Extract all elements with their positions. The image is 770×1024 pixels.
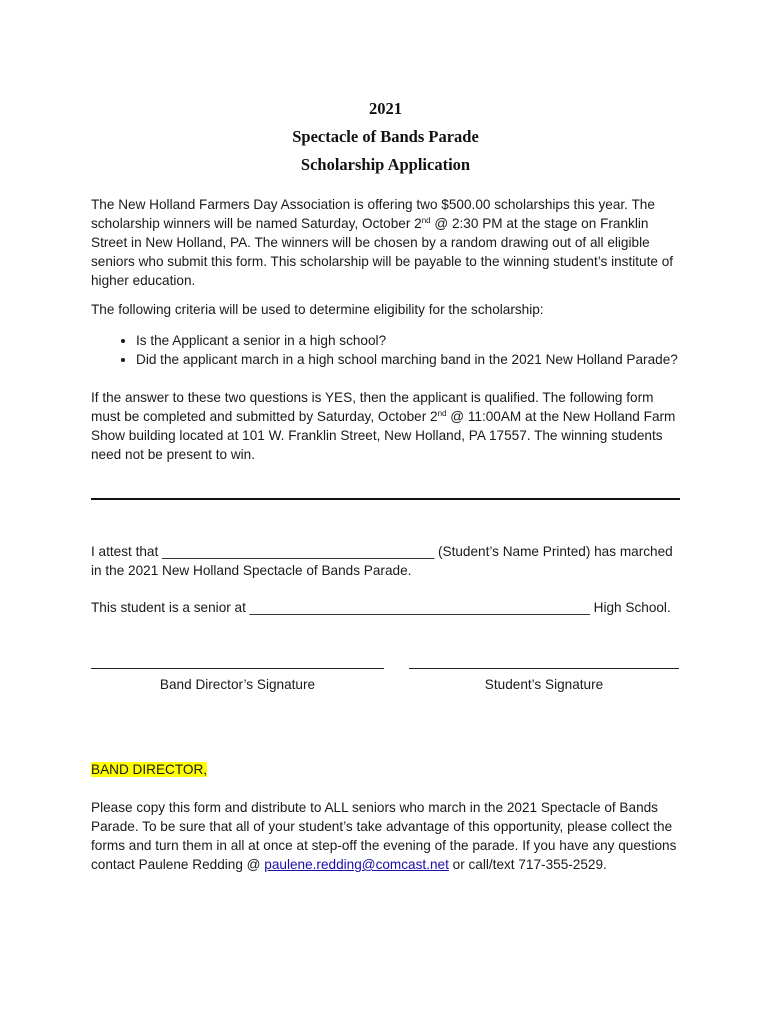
- criteria-item: • Is the Applicant a senior in a high school?: [136, 331, 680, 350]
- title-block: [91, 95, 680, 179]
- title-doc-type: Scholarship Application: [300, 155, 471, 174]
- criteria-item: • Did the applicant march in a high school marching band in the 2021 New Holland Parade?: [136, 350, 680, 369]
- senior-school-statement[interactable]: This student is a senior at _____________________________________________ High School.: [91, 600, 671, 615]
- intro-text-b: @ 2:30 PM at the stage on Franklin Street in New Holland, PA. The winners will be chosen by a random drawing out of all eligible seniors who submit this form. This scholarship will be payable to the winning student’s institute of higher education.: [91, 216, 674, 288]
- qualification-superscript: nd: [437, 409, 447, 418]
- student-signature-label: Student’s Signature: [484, 677, 604, 692]
- intro-text-a: The New Holland Farmers Day Association is offering two $500.00 scholarships this year. The scholarship winners will be named Saturday, October 2: [91, 197, 655, 231]
- contact-email-link[interactable]: paulene.redding@comcast.net: [264, 857, 449, 872]
- student-signature-field[interactable]: [409, 668, 679, 694]
- title-year: 2021: [369, 99, 402, 118]
- band-director-instructions: [91, 798, 680, 874]
- highlighted-heading: BAND DIRECTOR,: [91, 762, 208, 777]
- band-director-signature-field[interactable]: [91, 668, 384, 694]
- signature-line: [91, 668, 384, 669]
- intro-paragraph: [91, 195, 680, 290]
- band-director-text-a: Please copy this form and distribute to ALL seniors who march in the 2021 Spectacle of Bands Parade. To be sure that all of your student’s take advantage of this opportunity, please collect the forms and turn them in all at once at step-off the evening of the parade. If you have any questions contact Paulene Redding @: [91, 800, 677, 872]
- title-event: Spectacle of Bands Parade: [292, 127, 479, 146]
- horizontal-divider: [91, 498, 680, 500]
- qualification-text-b: @ 11:00AM at the New Holland Farm Show building located at 101 W. Franklin Street, New Holland, PA 17557. The winning students need not be present to win.: [91, 409, 676, 462]
- criteria-list: [91, 331, 680, 369]
- signature-line: [409, 668, 679, 669]
- band-director-text-b: or call/text 717-355-2529.: [448, 857, 607, 872]
- signature-row: [91, 668, 679, 694]
- qualification-paragraph: [91, 388, 680, 464]
- band-director-heading: [91, 760, 680, 779]
- criteria-intro: The following criteria will be used to determine eligibility for the scholarship:: [91, 302, 544, 317]
- qualification-text-a: If the answer to these two questions is YES, then the applicant is qualified. The following form must be completed and submitted by Saturday, October 2: [91, 390, 654, 424]
- band-director-signature-label: Band Director’s Signature: [159, 677, 316, 692]
- intro-superscript: nd: [421, 216, 431, 225]
- attest-statement[interactable]: I attest that ____________________________________ (Student’s Name Printed) has marched in the 2021 New Holland Spectacle of Bands Parade.: [91, 544, 673, 578]
